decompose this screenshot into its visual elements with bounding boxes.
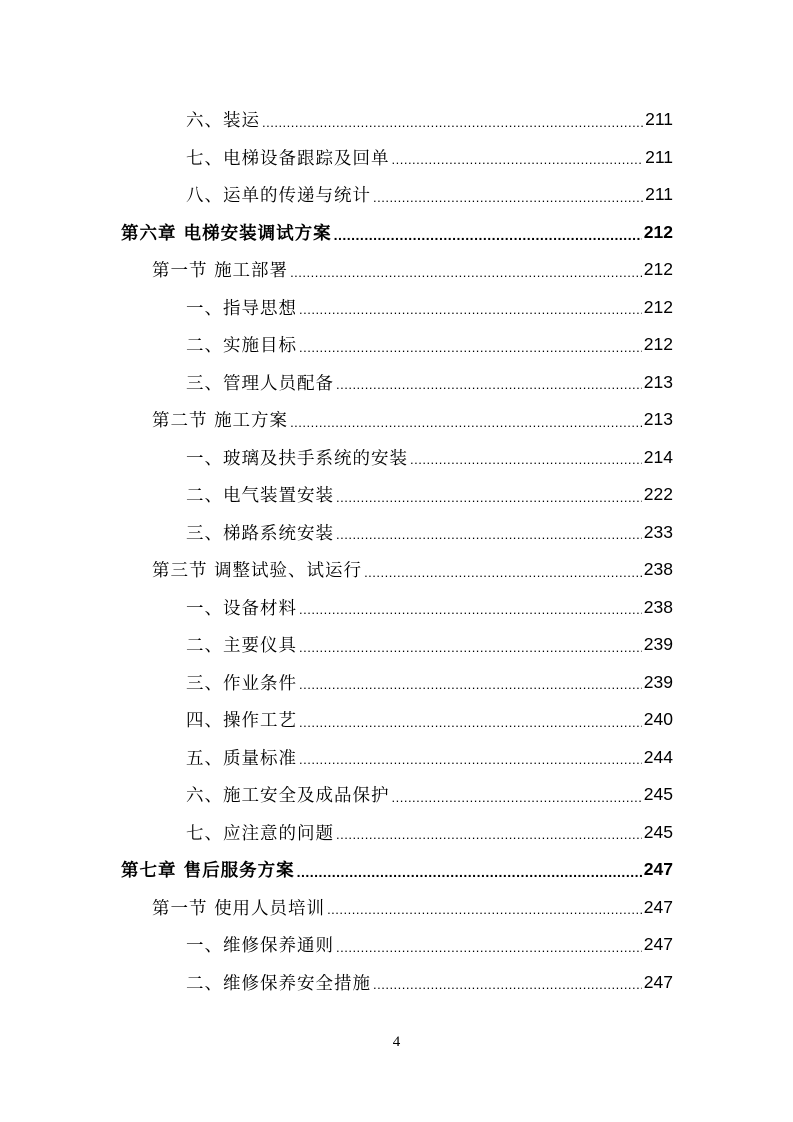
toc-entry[interactable]	[186, 964, 673, 1001]
dot-leader	[299, 598, 642, 616]
dot-leader	[336, 823, 642, 841]
toc-entry[interactable]	[186, 476, 673, 513]
toc-entry-label: 五、质量标准	[186, 748, 297, 769]
toc-entry-label: 第一节 施工部署	[152, 261, 289, 281]
toc-entry[interactable]	[186, 701, 673, 738]
toc-entry-page: 212	[643, 334, 673, 354]
dot-leader	[299, 336, 642, 354]
dot-leader	[299, 636, 642, 654]
toc-entry-label: 七、电梯设备跟踪及回单	[186, 148, 390, 169]
toc-entry-page: 213	[643, 371, 673, 392]
toc-section[interactable]	[152, 251, 673, 288]
toc-entry-label: 一、设备材料	[186, 598, 297, 619]
dot-leader	[364, 561, 642, 579]
toc-entry[interactable]	[186, 926, 673, 963]
dot-leader	[299, 673, 642, 691]
toc-entry[interactable]	[186, 364, 673, 401]
toc-entry-label: 第三节 调整试验、试运行	[152, 561, 363, 581]
toc-entry-label: 三、梯路系统安装	[186, 523, 334, 544]
toc-entry-page: 245	[643, 784, 673, 804]
toc-entry[interactable]	[186, 589, 673, 626]
dot-leader	[392, 148, 644, 166]
dot-leader	[334, 223, 642, 242]
dot-leader	[392, 786, 642, 804]
toc-entry-label: 六、施工安全及成品保护	[186, 786, 390, 806]
toc-entry-page: 245	[643, 821, 673, 842]
toc-entry[interactable]	[186, 326, 673, 363]
toc-chapter[interactable]	[121, 851, 673, 888]
dot-leader	[336, 523, 642, 541]
toc-entry-page: 240	[643, 709, 673, 729]
dot-leader	[290, 261, 642, 279]
dot-leader	[336, 486, 642, 504]
toc-entry-label: 二、实施目标	[186, 336, 297, 356]
toc-entry[interactable]	[186, 176, 673, 213]
toc-entry[interactable]	[186, 626, 673, 663]
toc-entry-page: 214	[643, 446, 673, 467]
toc-entry-label: 第一节 使用人员培训	[152, 898, 326, 919]
toc-entry[interactable]	[186, 739, 673, 776]
toc-section[interactable]	[152, 401, 673, 438]
toc-entry-label: 二、维修保养安全措施	[186, 973, 371, 994]
dot-leader	[299, 748, 642, 766]
dot-leader	[336, 373, 642, 391]
toc-entry-label: 二、电气装置安装	[186, 486, 334, 506]
toc-entry-label: 六、装运	[186, 111, 260, 131]
dot-leader	[297, 860, 642, 879]
dot-leader	[327, 898, 642, 916]
toc-entry[interactable]	[186, 139, 673, 176]
toc-entry-label: 七、应注意的问题	[186, 823, 334, 844]
toc-entry-label: 三、作业条件	[186, 673, 297, 694]
toc-entry-page: 239	[643, 671, 673, 692]
toc-entry-page: 247	[643, 971, 673, 992]
toc-section[interactable]	[152, 889, 673, 926]
toc-entry[interactable]	[186, 814, 673, 851]
dot-leader	[410, 448, 642, 466]
dot-leader	[373, 186, 643, 204]
toc-entry-label: 八、运单的传递与统计	[186, 186, 371, 206]
dot-leader	[336, 936, 642, 954]
toc-entry-page: 212	[643, 259, 673, 279]
toc-entry-label: 第六章 电梯安装调试方案	[121, 223, 332, 244]
toc-entry[interactable]	[186, 664, 673, 701]
dot-leader	[373, 973, 642, 991]
toc-chapter[interactable]	[121, 214, 673, 251]
dot-leader	[290, 411, 642, 429]
toc-entry-page: 212	[643, 221, 673, 242]
toc-entry[interactable]	[186, 439, 673, 476]
toc-entry-page: 212	[643, 296, 673, 317]
toc-entry[interactable]	[186, 101, 673, 138]
dot-leader	[262, 111, 643, 129]
toc-entry-page: 247	[643, 896, 673, 917]
toc-entry-label: 一、维修保养通则	[186, 936, 334, 956]
toc-entry-page: 244	[643, 746, 673, 767]
toc-entry-page: 211	[645, 109, 673, 129]
page-number: 4	[392, 1034, 401, 1050]
toc-entry-page: 233	[643, 521, 673, 542]
toc-entry-page: 239	[643, 634, 673, 654]
toc-entry[interactable]	[186, 776, 673, 813]
toc-entry-page: 213	[643, 409, 673, 429]
toc-entry-label: 二、主要仪具	[186, 636, 297, 656]
toc-entry-page: 211	[645, 184, 673, 204]
toc-entry-label: 三、管理人员配备	[186, 373, 334, 394]
toc-entry-page: 238	[643, 596, 673, 617]
toc-entry-label: 四、操作工艺	[186, 711, 297, 731]
toc-entry-label: 一、玻璃及扶手系统的安装	[186, 448, 408, 469]
toc-entry[interactable]	[186, 289, 673, 326]
dot-leader	[299, 298, 642, 316]
toc-entry[interactable]	[186, 514, 673, 551]
toc-section[interactable]	[152, 551, 673, 588]
toc-entry-page: 211	[645, 146, 673, 167]
toc-entry-label: 第七章 售后服务方案	[121, 861, 295, 881]
toc-entry-page: 247	[643, 859, 673, 879]
toc-entry-page: 222	[643, 484, 673, 504]
toc-entry-page: 247	[643, 934, 673, 954]
toc-entry-page: 238	[643, 559, 673, 579]
toc-entry-label: 一、指导思想	[186, 298, 297, 319]
toc-entry-label: 第二节 施工方案	[152, 411, 289, 431]
dot-leader	[299, 711, 642, 729]
